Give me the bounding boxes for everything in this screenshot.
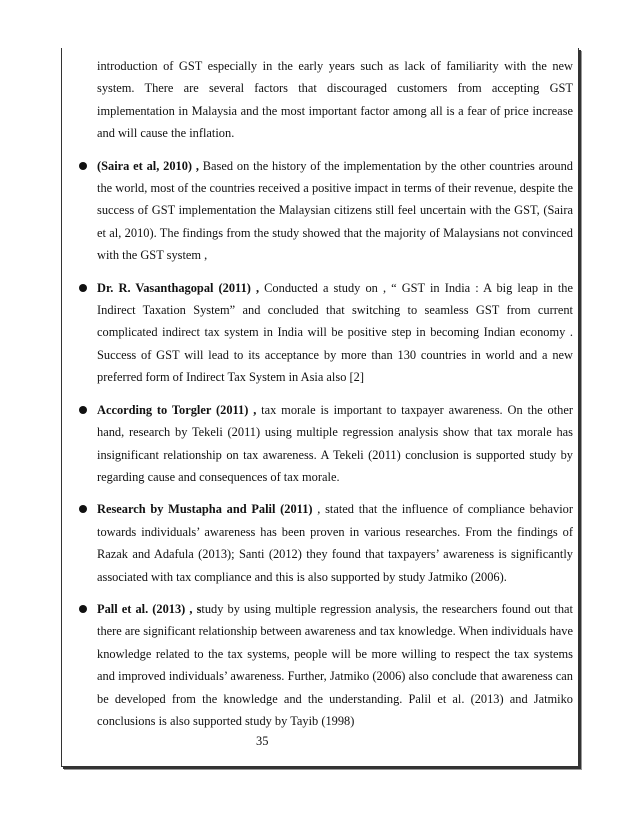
item-paragraph [97, 155, 573, 267]
item-heading: According to Torgler (2011) , [97, 402, 257, 417]
item-text: tudy by using multiple regression analysis, the researchers found out that there are significant relationship between awareness and tax knowledge. When individuals have knowledge related to the tax systems, people will be more willing to respect the tax systems and improved individuals’ awareness. Further, Jatmiko (2006) also conclude that awareness can be developed from the knowledge and the understanding. Palil et al. (2013) and Jatmiko conclusions is also supported study by Tayib (1998) [97, 601, 573, 728]
item-heading: Pall et al. (2013) , s [97, 601, 202, 616]
item-heading: Research by Mustapha and Palil (2011) [97, 502, 313, 517]
bullet-icon [79, 406, 87, 414]
list-item [75, 155, 573, 267]
item-heading: (Saira et al, 2010) , [97, 158, 199, 173]
list-item [75, 277, 573, 389]
item-heading: Dr. R. Vasanthagopal (2011) , [97, 280, 260, 295]
bullet-icon [79, 605, 87, 613]
item-paragraph [97, 277, 573, 389]
bullet-icon [79, 505, 87, 513]
item-text: tax morale is important to taxpayer awareness. On the other hand, research by Tekeli (2011) using multiple regression analysis show that tax morale has insignificant relationship on tax awareness. A Tekeli (2011) conclusion is supported study by regarding cause and consequences of tax morale. [97, 402, 573, 484]
page-content [75, 55, 573, 732]
page-number: 35 [256, 734, 269, 748]
item-text: , stated that the influence of compliance behavior towards individuals’ awareness has been proven in various researches. From the findings of Razak and Adafula (2013); Santi (2012) they found that taxpayers’ awareness is significantly associated with tax compliance and this is also supported by study Jatmiko (2006). [97, 502, 573, 584]
list-item [75, 498, 573, 588]
intro-paragraph: introduction of GST especially in the early years such as lack of familiarity with the new system. There are several factors that discouraged customers from accepting GST implementation in Malaysia and the most important factor among all is a fear of price increase and will cause the inflation. [97, 59, 573, 141]
item-paragraph [97, 399, 573, 489]
item-paragraph [97, 598, 573, 732]
item-text: Based on the history of the implementation by the other countries around the world, most of the countries received a positive impact in terms of their revenue, despite the success of GST implementation the Malaysian citizens still feel uncertain with the GST, (Saira et al, 2010). The findings from the study showed that the majority of Malaysians not convinced with the GST system , [97, 158, 573, 263]
item-paragraph [97, 498, 573, 588]
bullet-icon [79, 284, 87, 292]
bullet-icon [79, 162, 87, 170]
item-text: Conducted a study on , “ GST in India : A big leap in the Indirect Taxation System” and concluded that switching to seamless GST from current complicated indirect tax system in India will be positive step in becoming Indian economy . Success of GST will lead to its acceptance by more than 130 countries in world and a new preferred form of Indirect Tax System in Asia also [2] [97, 280, 573, 385]
list-item [75, 598, 573, 732]
list-item [75, 399, 573, 489]
